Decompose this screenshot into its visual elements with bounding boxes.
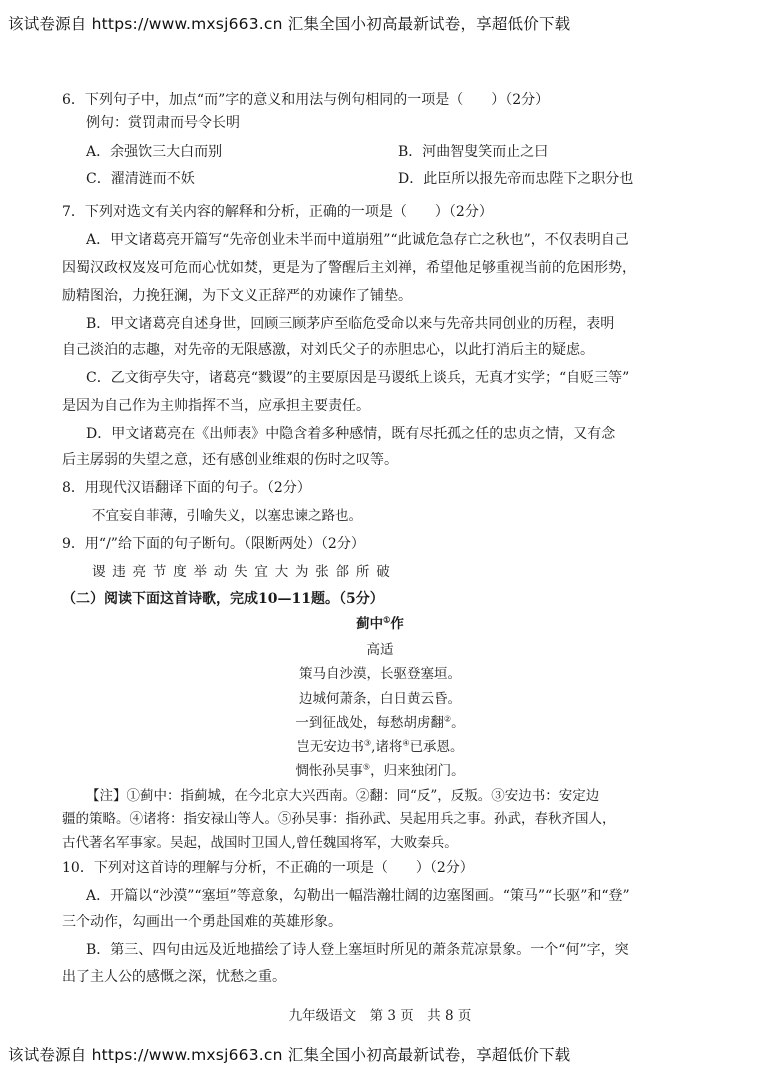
poem-line-3-note-marker: ② bbox=[443, 714, 452, 724]
q6-option-a: A．余强饮三大白而别 bbox=[86, 144, 223, 160]
poem-line-4-text-c: 已承恩。 bbox=[409, 739, 464, 755]
q8-sentence: 不宜妄自菲薄，引喻失义，以塞忠谏之路也。 bbox=[92, 508, 362, 524]
poem-title-note-marker: ① bbox=[383, 614, 391, 625]
poem-line-3-text: 一到征战处，每愁胡虏翻 bbox=[295, 715, 444, 731]
q10-stem: 10．下列对这首诗的理解与分析，不正确的一项是（ ）（2分） bbox=[62, 860, 474, 876]
q6-option-d: D．此臣所以报先帝而忠陛下之职分也 bbox=[398, 171, 634, 187]
poem-line-4 bbox=[0, 737, 760, 757]
poem-title bbox=[0, 614, 760, 634]
q7-option-d-line2: 后主孱弱的失望之意，还有感创业维艰的伤时之叹等。 bbox=[62, 452, 398, 468]
poem-line-4-text-b: ,诸将 bbox=[371, 739, 403, 755]
poem-author: 高适 bbox=[366, 642, 394, 658]
q6-stem: 6．下列句子中，加点“而”字的意义和用法与例句相同的一项是（ ）（2分） bbox=[62, 92, 550, 108]
poem-note-line2: 疆的策略。④诸将：指安禄山等人。⑤孙吴事：指孙武、吴起用兵之事。孙武，春秋齐国人， bbox=[62, 811, 616, 827]
q7-option-c-line1: C．乙文街亭失守，诸葛亮“戮谡”的主要原因是马谡纸上谈兵，无真才实学；“自贬三等” bbox=[86, 370, 630, 386]
q10-option-a-line1: A．开篇以“沙漠”“塞垣”等意象，勾勒出一幅浩瀚壮阔的边塞图画。“策马”“长驱”和“登” bbox=[86, 888, 630, 904]
poem-line-5 bbox=[0, 761, 760, 781]
q7-option-b-line2: 自己淡泊的志趣，对先帝的无限感激，对刘氏父子的赤胆忠心，以此打消后主的疑虑。 bbox=[62, 342, 594, 358]
page-footer: 九年级语文 第 3 页 共 8 页 bbox=[288, 1008, 472, 1024]
q8-stem: 8．用现代汉语翻译下面的句子。（2分） bbox=[62, 480, 311, 496]
source-banner-top: 该试卷源自 https://www.mxsj663.cn 汇集全国小初高最新试卷，享超低价下载 bbox=[8, 15, 571, 33]
poem-title-suffix: 作 bbox=[390, 616, 404, 632]
q7-option-a-line1: A．甲文诸葛亮开篇写“先帝创业未半而中道崩殂”“此诚危急存亡之秋也”，不仅表明自己 bbox=[86, 232, 629, 248]
poem-line-5-text-b: ，归来独闭门。 bbox=[370, 763, 465, 779]
poem-line-4-note-marker-4: ④ bbox=[402, 738, 410, 748]
poem-line-4-text-a: 岂无安边书 bbox=[296, 739, 364, 755]
q10-option-b-line2: 出了主人公的感慨之深，忧愁之重。 bbox=[62, 969, 286, 985]
poem-line-1: 策马自沙漠，长驱登塞垣。 bbox=[299, 666, 461, 682]
q10-option-a-line2: 三个动作，勾画出一个勇赴国难的英雄形象。 bbox=[62, 914, 342, 930]
q7-option-a-line3: 励精图治，力挽狂澜，为下文义正辞严的劝谏作了铺垫。 bbox=[62, 288, 412, 304]
q9-stem: 9．用“/”给下面的句子断句。（限断两处）（2分） bbox=[62, 536, 365, 552]
q9-sentence: 谡违亮节度举动失宜大为张郃所破 bbox=[92, 564, 397, 580]
q7-option-d-line1: D．甲文诸葛亮在《出师表》中隐含着多种感情，既有尽托孤之任的忠贞之情，又有念 bbox=[86, 426, 616, 442]
q6-example: 例句：赏罚肃而号令长明 bbox=[86, 115, 240, 131]
section2-heading: （二）阅读下面这首诗歌，完成10—11题。（5分） bbox=[62, 591, 384, 607]
poem-title-text: 蓟中 bbox=[356, 616, 384, 632]
poem-note-line1: 【注】①蓟中：指蓟城，在今北京大兴西南。②翻：同“反”，反叛。③安边书：安定边 bbox=[86, 788, 600, 804]
q7-option-c-line2: 是因为自己作为主帅指挥不当，应承担主要责任。 bbox=[62, 398, 370, 414]
poem-line-3 bbox=[0, 713, 760, 733]
q7-option-a-line2: 因蜀汉政权岌岌可危而心忧如焚，更是为了警醒后主刘禅，希望他足够重视当前的危困形势， bbox=[62, 260, 636, 276]
poem-line-5-text-a: 惆怅孙吴事 bbox=[295, 763, 363, 779]
source-banner-bottom: 该试卷源自 https://www.mxsj663.cn 汇集全国小初高最新试卷，享超低价下载 bbox=[8, 1046, 571, 1064]
poem-line-4-note-marker-3: ③ bbox=[363, 738, 372, 748]
poem-line-5-note-marker: ⑤ bbox=[362, 762, 371, 772]
poem-note-line3: 古代著名军事家。吴起，战国时卫国人,曾任魏国将军，大败秦兵。 bbox=[62, 835, 458, 851]
q6-option-b: B．河曲智叟笑而止之曰 bbox=[398, 144, 549, 160]
q10-option-b-line1: B．第三、四句由远及近地描绘了诗人登上塞垣时所见的萧条荒凉景象。一个“何”字，突 bbox=[86, 942, 629, 958]
poem-line-3-end: 。 bbox=[451, 715, 465, 731]
poem-line-2: 边城何萧条，白日黄云昏。 bbox=[299, 691, 461, 707]
q7-option-b-line1: B．甲文诸葛亮自述身世，回顾三顾茅庐至临危受命以来与先帝共同创业的历程，表明 bbox=[86, 316, 615, 332]
q6-option-c: C．濯清涟而不妖 bbox=[86, 171, 195, 187]
q7-stem: 7．下列对选文有关内容的解释和分析，正确的一项是（ ）（2分） bbox=[62, 204, 493, 220]
